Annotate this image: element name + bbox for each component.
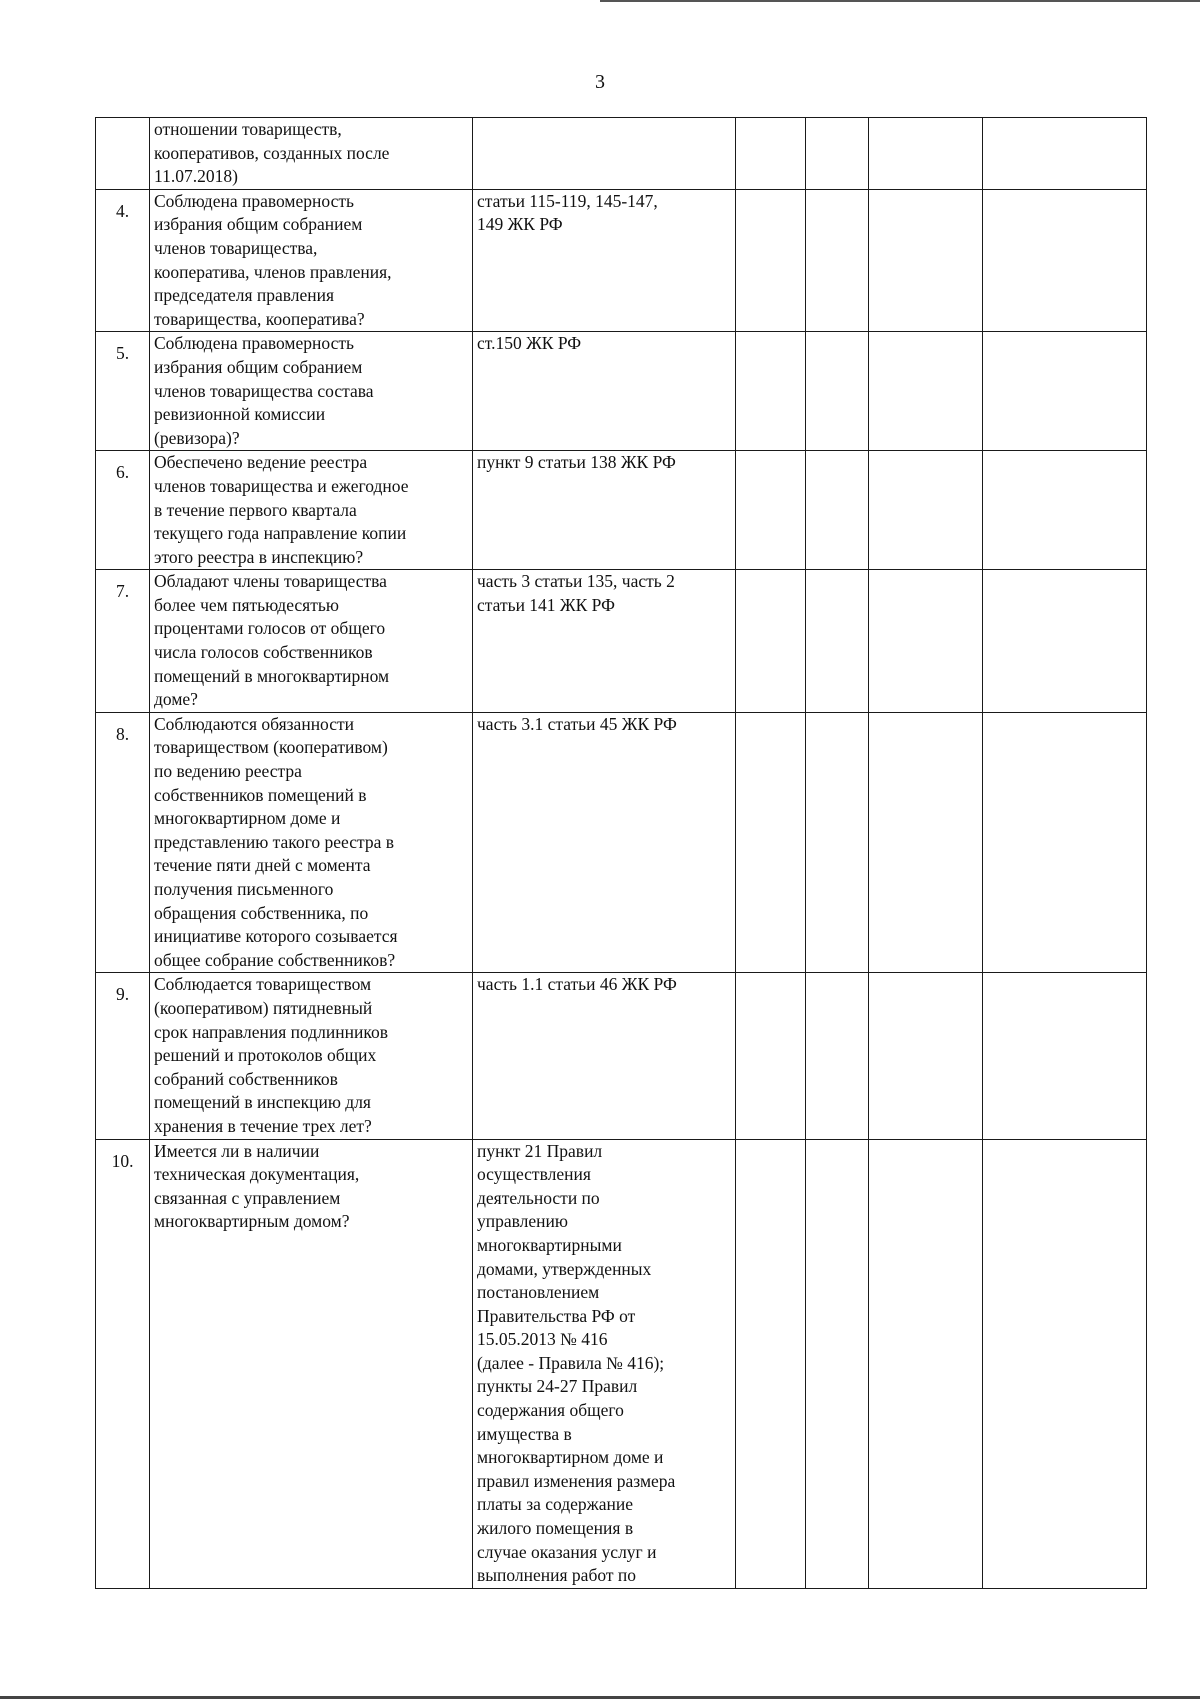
page-number: 3 — [595, 71, 605, 93]
question-cell: отношении товариществ, кооперативов, созданных после 11.07.2018) — [150, 118, 473, 190]
row-number: 10. — [96, 1139, 150, 1588]
question-cell: Обладают члены товарищества более чем пятьюдесятью процентами голосов от общего числа голосов собственников помещений в многоквартирном доме? — [150, 570, 473, 713]
question-cell: Обеспечено ведение реестра членов товарищества и ежегодное в течение первого квартала текущего года направление копии этого реестра в инспекцию? — [150, 451, 473, 570]
answer-not-applicable-cell — [869, 570, 983, 713]
answer-not-applicable-cell — [869, 332, 983, 451]
reference-cell — [473, 118, 736, 190]
table-row — [96, 712, 1147, 973]
question-cell: Соблюдена правомерность избрания общим собранием членов товарищества, кооператива, членов правления, председателя правления товарищества, кооператива? — [150, 189, 473, 332]
answer-yes-cell — [736, 451, 806, 570]
reference-cell: ст.150 ЖК РФ — [473, 332, 736, 451]
answer-yes-cell — [736, 189, 806, 332]
row-number: 4. — [96, 189, 150, 332]
answer-no-cell — [806, 973, 869, 1139]
note-cell — [983, 189, 1147, 332]
answer-no-cell — [806, 451, 869, 570]
reference-cell: часть 3.1 статьи 45 ЖК РФ — [473, 712, 736, 973]
table-row — [96, 1139, 1147, 1588]
row-number: 6. — [96, 451, 150, 570]
table-row — [96, 973, 1147, 1139]
answer-no-cell — [806, 332, 869, 451]
reference-cell: статьи 115-119, 145-147, 149 ЖК РФ — [473, 189, 736, 332]
answer-yes-cell — [736, 570, 806, 713]
note-cell — [983, 973, 1147, 1139]
answer-yes-cell — [736, 332, 806, 451]
table-row — [96, 189, 1147, 332]
answer-not-applicable-cell — [869, 973, 983, 1139]
answer-not-applicable-cell — [869, 118, 983, 190]
note-cell — [983, 332, 1147, 451]
question-cell: Соблюдена правомерность избрания общим собранием членов товарищества состава ревизионной комиссии (ревизора)? — [150, 332, 473, 451]
answer-yes-cell — [736, 1139, 806, 1588]
row-number: 8. — [96, 712, 150, 973]
question-cell: Соблюдается товариществом (кооперативом) пятидневный срок направления подлинников решений и протоколов общих собраний собственников помещений в инспекцию для хранения в течение трех лет? — [150, 973, 473, 1139]
answer-yes-cell — [736, 118, 806, 190]
table-row — [96, 451, 1147, 570]
question-cell: Соблюдаются обязанности товариществом (кооперативом) по ведению реестра собственников помещений в многоквартирном доме и представлению такого реестра в течение пяти дней с момента получения письменного обращения собственника, по инициативе которого созывается общее собрание собственников? — [150, 712, 473, 973]
table-row — [96, 570, 1147, 713]
answer-no-cell — [806, 712, 869, 973]
answer-no-cell — [806, 118, 869, 190]
row-number: 7. — [96, 570, 150, 713]
answer-not-applicable-cell — [869, 451, 983, 570]
reference-cell: часть 1.1 статьи 46 ЖК РФ — [473, 973, 736, 1139]
reference-cell: пункт 21 Правил осуществления деятельности по управлению многоквартирными домами, утвержденных постановлением Правительства РФ от 15.05.2013 № 416 (далее - Правила № 416); пункты 24-27 Правил содержания общего имущества в многоквартирном доме и правил изменения размера платы за содержание жилого помещения в случае оказания услуг и выполнения работ по — [473, 1139, 736, 1588]
answer-not-applicable-cell — [869, 189, 983, 332]
reference-cell: пункт 9 статьи 138 ЖК РФ — [473, 451, 736, 570]
bottom-edge-line — [0, 1696, 1200, 1699]
table-row — [96, 118, 1147, 190]
note-cell — [983, 712, 1147, 973]
note-cell — [983, 570, 1147, 713]
answer-yes-cell — [736, 973, 806, 1139]
row-number: 5. — [96, 332, 150, 451]
answer-no-cell — [806, 189, 869, 332]
question-cell: Имеется ли в наличии техническая документация, связанная с управлением многоквартирным домом? — [150, 1139, 473, 1588]
answer-not-applicable-cell — [869, 712, 983, 973]
answer-no-cell — [806, 1139, 869, 1588]
top-edge-line — [600, 0, 1200, 2]
note-cell — [983, 118, 1147, 190]
row-number — [96, 118, 150, 190]
table-row — [96, 332, 1147, 451]
checklist-table — [95, 117, 1147, 1589]
note-cell — [983, 1139, 1147, 1588]
reference-cell: часть 3 статьи 135, часть 2 статьи 141 ЖК РФ — [473, 570, 736, 713]
answer-yes-cell — [736, 712, 806, 973]
answer-no-cell — [806, 570, 869, 713]
answer-not-applicable-cell — [869, 1139, 983, 1588]
row-number: 9. — [96, 973, 150, 1139]
note-cell — [983, 451, 1147, 570]
